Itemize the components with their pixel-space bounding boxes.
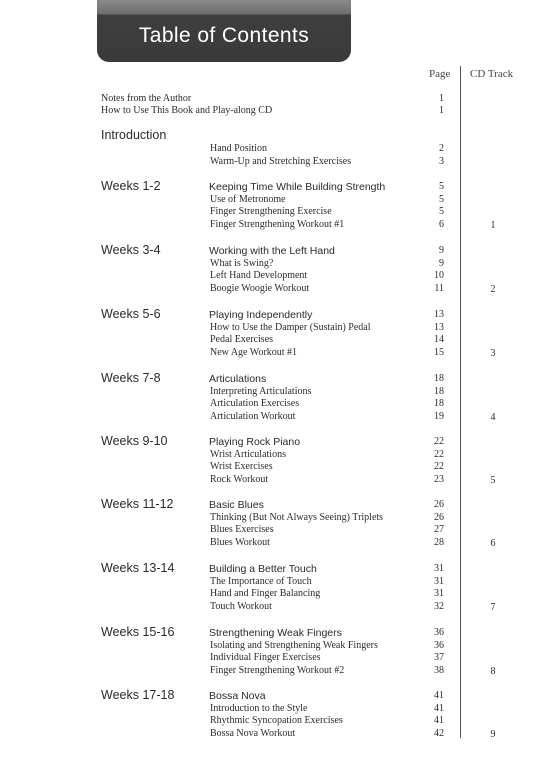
cd-track-number: 2	[490, 284, 496, 295]
track-column-header: CD Track	[470, 68, 514, 80]
section-title[interactable]: Basic Blues	[209, 499, 264, 511]
page-number: 41	[434, 715, 444, 726]
toc-entry[interactable]: Finger Strengthening Workout #2	[210, 665, 345, 676]
toc-entry[interactable]: Left Hand Development	[210, 270, 308, 281]
week-heading: Introduction	[101, 128, 167, 142]
section-title[interactable]: Bossa Nova	[209, 690, 266, 702]
toc-entry[interactable]: The Importance of Touch	[210, 576, 312, 587]
toc-entry[interactable]: Use of Metronome	[210, 194, 286, 205]
week-heading: Weeks 3-4	[101, 243, 161, 257]
week-heading: Weeks 11-12	[101, 497, 174, 511]
toc-entry[interactable]: Finger Strengthening Exercise	[210, 206, 332, 217]
toc-entry[interactable]: New Age Workout #1	[210, 347, 298, 358]
page-number: 18	[434, 398, 444, 409]
page-number: 14	[434, 334, 444, 345]
page-number: 26	[434, 499, 444, 510]
page-number: 28	[434, 537, 444, 548]
page-number: 31	[434, 576, 444, 587]
toc-entry[interactable]: Bossa Nova Workout	[210, 728, 296, 739]
page-title: Table of Contents	[138, 24, 310, 47]
cd-track-number: 8	[490, 666, 496, 677]
toc-entry[interactable]: How to Use the Damper (Sustain) Pedal	[210, 322, 371, 333]
page-number: 9	[439, 245, 444, 256]
toc-entry[interactable]: Hand Position	[210, 143, 267, 154]
page-number: 1	[439, 105, 444, 116]
week-heading: Weeks 7-8	[101, 371, 161, 385]
page-number: 18	[434, 373, 444, 384]
page-number: 36	[434, 640, 444, 651]
toc-entry[interactable]: Wrist Exercises	[210, 461, 273, 472]
page-number: 5	[439, 194, 444, 205]
page-number: 13	[434, 322, 444, 333]
page-number: 5	[439, 181, 444, 192]
page-number: 19	[434, 411, 444, 422]
toc-entry[interactable]: Articulation Exercises	[210, 398, 300, 409]
cd-track-number: 1	[490, 220, 496, 231]
cd-track-number: 3	[490, 348, 496, 359]
week-heading: Weeks 9-10	[101, 434, 168, 448]
toc-entry[interactable]: Isolating and Strengthening Weak Fingers	[210, 640, 378, 651]
page-number: 22	[434, 436, 444, 447]
section-title[interactable]: Strengthening Weak Fingers	[209, 627, 342, 639]
page-number: 23	[434, 474, 444, 485]
column-divider	[460, 66, 461, 738]
page-number: 41	[434, 690, 444, 701]
page-number: 37	[434, 652, 444, 663]
toc-entry[interactable]: Blues Workout	[210, 537, 270, 548]
section-title[interactable]: Working with the Left Hand	[209, 245, 335, 257]
week-heading: Weeks 17-18	[101, 688, 175, 702]
page-number: 11	[434, 283, 444, 294]
toc-entry[interactable]: Introduction to the Style	[210, 703, 308, 714]
page-number: 6	[439, 219, 444, 230]
page-number: 31	[434, 563, 444, 574]
toc-entry[interactable]: Notes from the Author	[101, 93, 192, 104]
toc-entry[interactable]: Individual Finger Exercises	[210, 652, 321, 663]
toc-entry[interactable]: Touch Workout	[210, 601, 272, 612]
week-heading: Weeks 5-6	[101, 307, 161, 321]
page-number: 22	[434, 461, 444, 472]
toc-entry[interactable]: Rhythmic Syncopation Exercises	[210, 715, 343, 726]
page-number: 3	[439, 156, 444, 167]
title-banner	[97, 0, 351, 62]
section-title[interactable]: Building a Better Touch	[209, 563, 317, 575]
page-column-header: Page	[429, 68, 451, 80]
page-number: 26	[434, 512, 444, 523]
toc-entry[interactable]: Thinking (But Not Always Seeing) Triplets	[210, 512, 384, 523]
section-title[interactable]: Playing Rock Piano	[209, 436, 301, 448]
toc-entry[interactable]: How to Use This Book and Play-along CD	[101, 105, 273, 116]
page-number: 38	[434, 665, 444, 676]
toc-entry[interactable]: Boogie Woogie Workout	[210, 283, 310, 294]
page-number: 42	[434, 728, 444, 739]
week-heading: Weeks 13-14	[101, 561, 175, 575]
week-heading: Weeks 15-16	[101, 625, 175, 639]
page-number: 10	[434, 270, 444, 281]
cd-track-number: 9	[490, 729, 496, 740]
section-title[interactable]: Playing Independently	[209, 309, 313, 321]
toc-entry[interactable]: Hand and Finger Balancing	[210, 588, 321, 599]
page-number: 27	[434, 524, 444, 535]
toc-entry[interactable]: Interpreting Articulations	[210, 386, 312, 397]
page-number: 9	[439, 258, 444, 269]
section-title[interactable]: Keeping Time While Building Strength	[209, 181, 386, 193]
week-heading: Weeks 1-2	[101, 179, 161, 193]
toc-entry[interactable]: Wrist Articulations	[210, 449, 286, 460]
page-number: 36	[434, 627, 444, 638]
toc-entry[interactable]: Blues Exercises	[210, 524, 274, 535]
cd-track-number: 4	[490, 412, 496, 423]
section-title[interactable]: Articulations	[209, 373, 267, 385]
page-number: 18	[434, 386, 444, 397]
cd-track-number: 6	[490, 538, 496, 549]
toc-entry[interactable]: Pedal Exercises	[210, 334, 274, 345]
page-number: 41	[434, 703, 444, 714]
page-number: 31	[434, 588, 444, 599]
page-number: 32	[434, 601, 444, 612]
page-number: 15	[434, 347, 444, 358]
page-number: 1	[439, 93, 444, 104]
cd-track-number: 5	[490, 475, 496, 486]
toc-entry[interactable]: Finger Strengthening Workout #1	[210, 219, 345, 230]
toc-entry[interactable]: Warm-Up and Stretching Exercises	[210, 156, 352, 167]
toc-entry[interactable]: What is Swing?	[210, 258, 274, 269]
toc-entry[interactable]: Rock Workout	[210, 474, 269, 485]
page-number: 5	[439, 206, 444, 217]
page-number: 22	[434, 449, 444, 460]
page-number: 13	[434, 309, 444, 320]
page-number: 2	[439, 143, 444, 154]
cd-track-number: 7	[490, 602, 496, 613]
toc-entry[interactable]: Articulation Workout	[210, 411, 296, 422]
